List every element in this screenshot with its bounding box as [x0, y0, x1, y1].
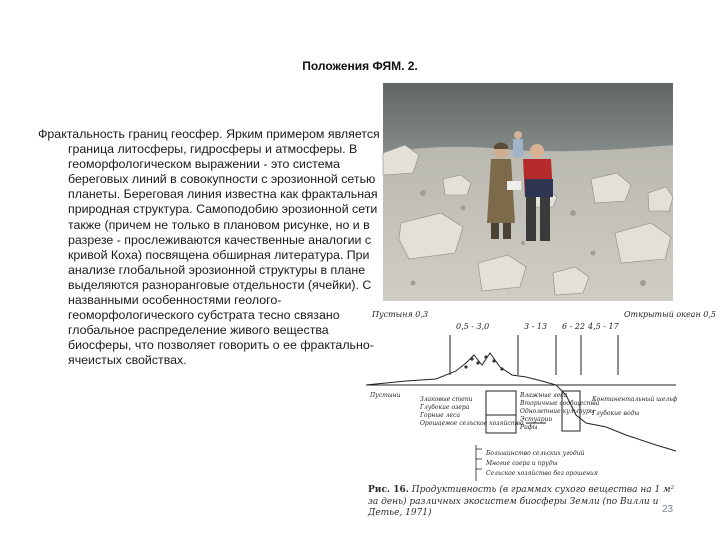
- diagram-zone-label: Эстуарии: [520, 416, 553, 423]
- diagram-legend-label: Большинство сельских угодий: [486, 450, 585, 457]
- figure-label: Рис. 16.: [368, 485, 409, 495]
- diagram-top-label: Пустыня 0,3: [372, 310, 429, 319]
- diagram-top-label: Открытый океан 0,5: [624, 310, 716, 319]
- diagram-legend-label: Сельское хозяйство без орошения: [486, 470, 598, 477]
- field-photo: [383, 83, 673, 301]
- diagram-top-label: 0,5 - 3,0: [456, 322, 490, 331]
- figure-caption-text: Продуктивность (в граммах сухого вещества на 1 м² за день) различных экосистем биосферы Земли (по Вилли и Детье, 1971): [368, 485, 675, 518]
- diagram-top-label: 3 - 13: [524, 322, 548, 331]
- diagram-top-label: 6 - 22: [562, 322, 586, 331]
- diagram-zone-label: Вторичные сообщества: [520, 400, 600, 407]
- page-number: 23: [662, 504, 674, 515]
- diagram-zone-label: Орошаемое сельское хозяйство: [420, 420, 524, 427]
- diagram-zone-label: Горные леса: [420, 412, 461, 419]
- diagram-zone-label: Рифы: [520, 424, 538, 431]
- productivity-diagram: [366, 305, 716, 483]
- diagram-zone-label: Влажные леса: [520, 392, 568, 399]
- figure-caption: [368, 485, 684, 520]
- diagram-top-label: 4,5 - 17: [588, 322, 619, 331]
- diagram-zone-label: Глубокие озера: [420, 404, 470, 411]
- diagram-zone-label: Глубокие воды: [592, 410, 640, 417]
- slide-title: Положения ФЯМ. 2.: [302, 59, 418, 73]
- diagram-zone-label: Злаковые степи: [420, 396, 473, 403]
- slide-body-text: Фрактальность границ геосфер. Ярким примером является граница литосферы, гидросферы и атмосферы. В геоморфологическом выражении - это система береговых линий в совокупности с эрозионной сетью планеты. Береговая линия известна как фрактальная природная структура. Самоподобию эрозионной сети также (причем не только в плановом рисунке, но и в разрезе - прослеживаются качественные аналогии с кривой Коха) посвящена обширная литература. При анализе глобальной эрозионной структуры в плане выделяются разноранговые отдельности (ячейки). С названными особенностями геолого-геоморфологического субстрата тесно связано глобальное распределение живого вещества биосферы, что позволяет говорить о ее фрактально-ячеистых свойствах.: [38, 127, 380, 368]
- diagram-left-label: Пустыни: [370, 392, 401, 399]
- diagram-zone-label: Однолетние культуры: [520, 408, 595, 415]
- diagram-legend-label: Многие озера и пруды: [486, 460, 558, 467]
- diagram-zone-label: Континентальный шельф: [592, 396, 678, 403]
